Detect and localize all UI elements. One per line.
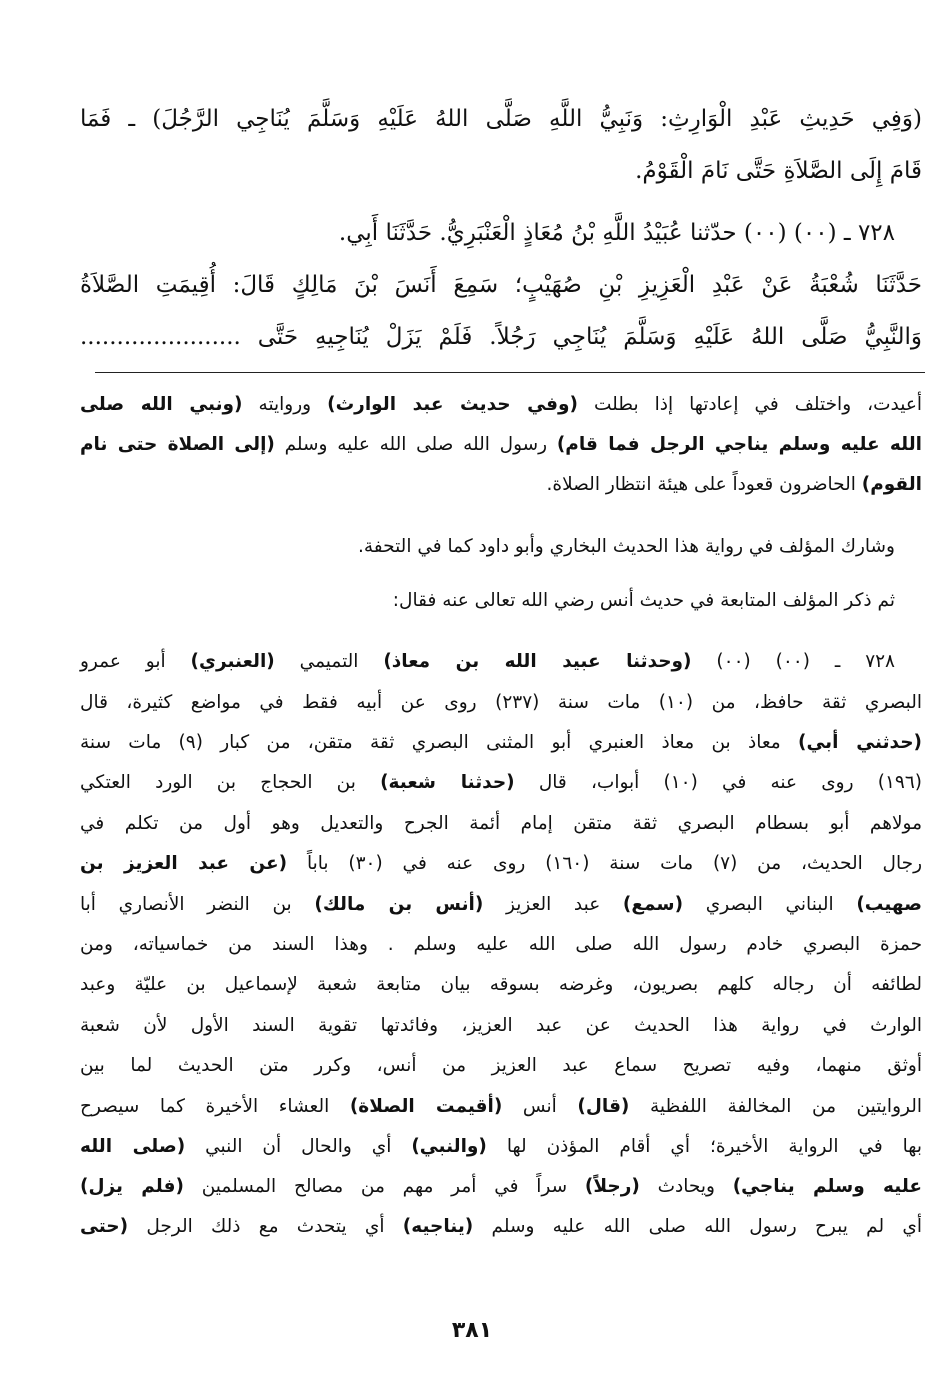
text-segment: وروايته — [242, 394, 328, 415]
text-segment: أوثق منهما، وفيه تصريح سماع عبد العزيز من أنس، وكرر متن الحديث لما بين — [80, 1055, 922, 1076]
text-segment: (١٩٦) روى عنه في (١٠) أبواب، قال — [514, 772, 922, 793]
text-segment: وشارك المؤلف في رواية هذا الحديث البخاري وأبو داود كما في التحفة. — [358, 536, 895, 557]
bold-quote: (وفي حديث عبد الوارث) — [327, 394, 578, 415]
bold-quote: (حدثني أبي) — [797, 732, 922, 753]
text-line — [80, 434, 922, 455]
text-line — [80, 158, 922, 184]
text-segment: عبد العزيز — [483, 894, 623, 915]
text-segment: (وَفِي حَدِيثِ عَبْدِ الْوَارِثِ: وَنَبِيُّ اللَّهِ صَلَّى اللهُ عَلَيْهِ وَسَلَّمَ يُنَاجِي الرَّجُلَ) ـ فَمَا — [80, 106, 922, 132]
bold-quote: صهيب) — [856, 894, 922, 915]
text-segment: معاذ بن معاذ العنبري أبو المثنى البصري ثقة متقن، من كبار (٩) مات سنة — [80, 732, 798, 753]
bold-quote: الله عليه وسلم يناجي الرجل فما قام) — [556, 434, 922, 455]
bold-quote: (العنبري) — [190, 651, 275, 672]
bold-quote: (حدثنا شعبة) — [380, 772, 515, 793]
bold-quote: (والنبي) — [411, 1136, 487, 1157]
text-segment: لطائفه أن رجاله كلهم بصريون، وغرضه بسوقه بيان متابعة شعبة لإسماعيل بن عليّة وعبد — [80, 974, 922, 995]
footnote-divider — [95, 372, 925, 373]
text-line — [80, 651, 895, 672]
text-segment: ويحادث — [639, 1176, 733, 1197]
text-segment: مولاهم أبو بسطام البصري ثقة متقن إمام أئمة الجرح والتعديل وهو أول من تكلم في — [80, 813, 922, 834]
text-segment: سراً في أمر مهم من مصالح المسلمين — [183, 1176, 585, 1197]
bold-quote: (فلم يزل) — [80, 1176, 184, 1197]
text-segment: وَالنَّبِيُّ صَلَّى اللهُ عَلَيْهِ وَسَلَّمَ يُنَاجِي رَجُلاً. فَلَمْ يَزَلْ يُنَاجِيهِ حَتَّى ...................... — [80, 324, 922, 350]
text-line — [80, 394, 922, 415]
bold-quote: (إلى الصلاة حتى نام — [80, 434, 275, 455]
text-segment: العشاء الأخيرة كما سيصرح — [80, 1096, 350, 1117]
bold-quote: (أنس بن مالك) — [314, 894, 484, 915]
text-segment: التميمي — [274, 651, 384, 672]
text-line — [80, 1015, 922, 1036]
text-line — [80, 1096, 922, 1117]
text-segment: الحاضرون قعوداً على هيئة انتظار الصلاة. — [546, 474, 862, 495]
text-segment: الوارث في رواية هذا الحديث عن عبد العزيز، وفائدتها تقوية السند الأول لأن شعبة — [80, 1015, 922, 1036]
text-segment: بن النضر الأنصاري أبا — [80, 894, 315, 915]
text-segment: أعيدت، واختلف في إعادتها إذا بطلت — [577, 394, 922, 415]
bold-quote: (قال) — [577, 1096, 630, 1117]
bold-quote: (وحدثنا عبيد الله بن معاذ) — [383, 651, 692, 672]
text-line — [80, 974, 922, 995]
text-segment: أي لم يبرح رسول الله صلى الله عليه وسلم — [473, 1216, 922, 1237]
text-segment: البناني البصري — [683, 894, 857, 915]
bold-quote: (عن عبد العزيز بن — [80, 853, 288, 874]
bold-quote: عليه وسلم يناجي) — [732, 1176, 923, 1197]
text-segment: رسول الله صلى الله عليه وسلم — [274, 434, 557, 455]
text-segment: حَدَّثَنَا شُعْبَةُ عَنْ عَبْدِ الْعَزِيزِ بْنِ صُهَيْبٍ؛ سَمِعَ أَنَسَ بْنَ مَالِكٍ قَالَ: أُقِيمَتِ الصَّلاَةُ — [80, 272, 922, 298]
text-segment: ثم ذكر المؤلف المتابعة في حديث أنس رضي الله تعالى عنه فقال: — [392, 590, 895, 611]
text-line — [80, 934, 922, 955]
text-line — [80, 1176, 922, 1197]
bold-quote: (يناجيه) — [402, 1216, 474, 1237]
text-line — [80, 272, 922, 298]
text-segment: ٧٢٨ ـ (٠٠) (٠٠) — [691, 651, 895, 672]
text-line — [80, 772, 922, 793]
bold-quote: (رجلاً) — [584, 1176, 640, 1197]
text-line — [80, 1055, 922, 1076]
bold-quote: (حتى — [80, 1216, 129, 1237]
text-segment: أي والحال أن النبي — [185, 1136, 412, 1157]
text-segment: البصري ثقة حافظ، من (١٠) مات سنة (٢٣٧) روى عن أبيه فقط في مواضع كثيرة، قال — [80, 692, 922, 713]
page-number: ٣٨١ — [451, 1318, 493, 1343]
text-line — [80, 853, 922, 874]
text-line — [80, 106, 922, 132]
text-segment: قَامَ إِلَى الصَّلاَةِ حَتَّى نَامَ الْقَوْمُ. — [635, 158, 922, 184]
bold-quote: (صلى الله — [80, 1136, 186, 1157]
text-segment: رجال الحديث، من (٧) مات سنة (١٦٠) روى عنه في (٣٠) باباً — [287, 853, 923, 874]
text-line — [80, 1216, 922, 1237]
bold-quote: (ونبي الله صلى — [80, 394, 243, 415]
bold-quote: (أقيمت الصلاة) — [349, 1096, 503, 1117]
text-line — [80, 590, 895, 611]
text-line — [80, 732, 922, 753]
text-segment: بن الحجاج بن الورد العتكي — [80, 772, 381, 793]
text-line — [80, 536, 895, 557]
text-line — [80, 474, 922, 495]
text-line — [80, 692, 922, 713]
bold-quote: (سمع) — [622, 894, 684, 915]
text-segment: أنس — [502, 1096, 578, 1117]
bold-quote: القوم) — [861, 474, 922, 495]
text-segment: حمزة البصري خادم رسول الله صلى الله عليه وسلم . وهذا السند من خماسياته، ومن — [80, 934, 922, 955]
text-segment: أي يتحدث مع ذلك الرجل — [128, 1216, 403, 1237]
text-segment: بها في الرواية الأخيرة؛ أي أقام المؤذن لها — [486, 1136, 922, 1157]
text-segment: أبو عمرو — [80, 651, 191, 672]
text-line — [80, 220, 895, 246]
text-line — [80, 324, 922, 350]
text-segment: الروايتين من المخالفة اللفظية — [629, 1096, 922, 1117]
text-segment: ٧٢٨ ـ (٠٠) (٠٠) حدّثنا عُبَيْدُ اللَّهِ بْنُ مُعَاذٍ الْعَنْبَرِيُّ. حَدَّثَنَا أَبِي. — [338, 220, 895, 246]
text-line — [80, 1136, 922, 1157]
text-line — [80, 813, 922, 834]
text-line — [80, 894, 922, 915]
